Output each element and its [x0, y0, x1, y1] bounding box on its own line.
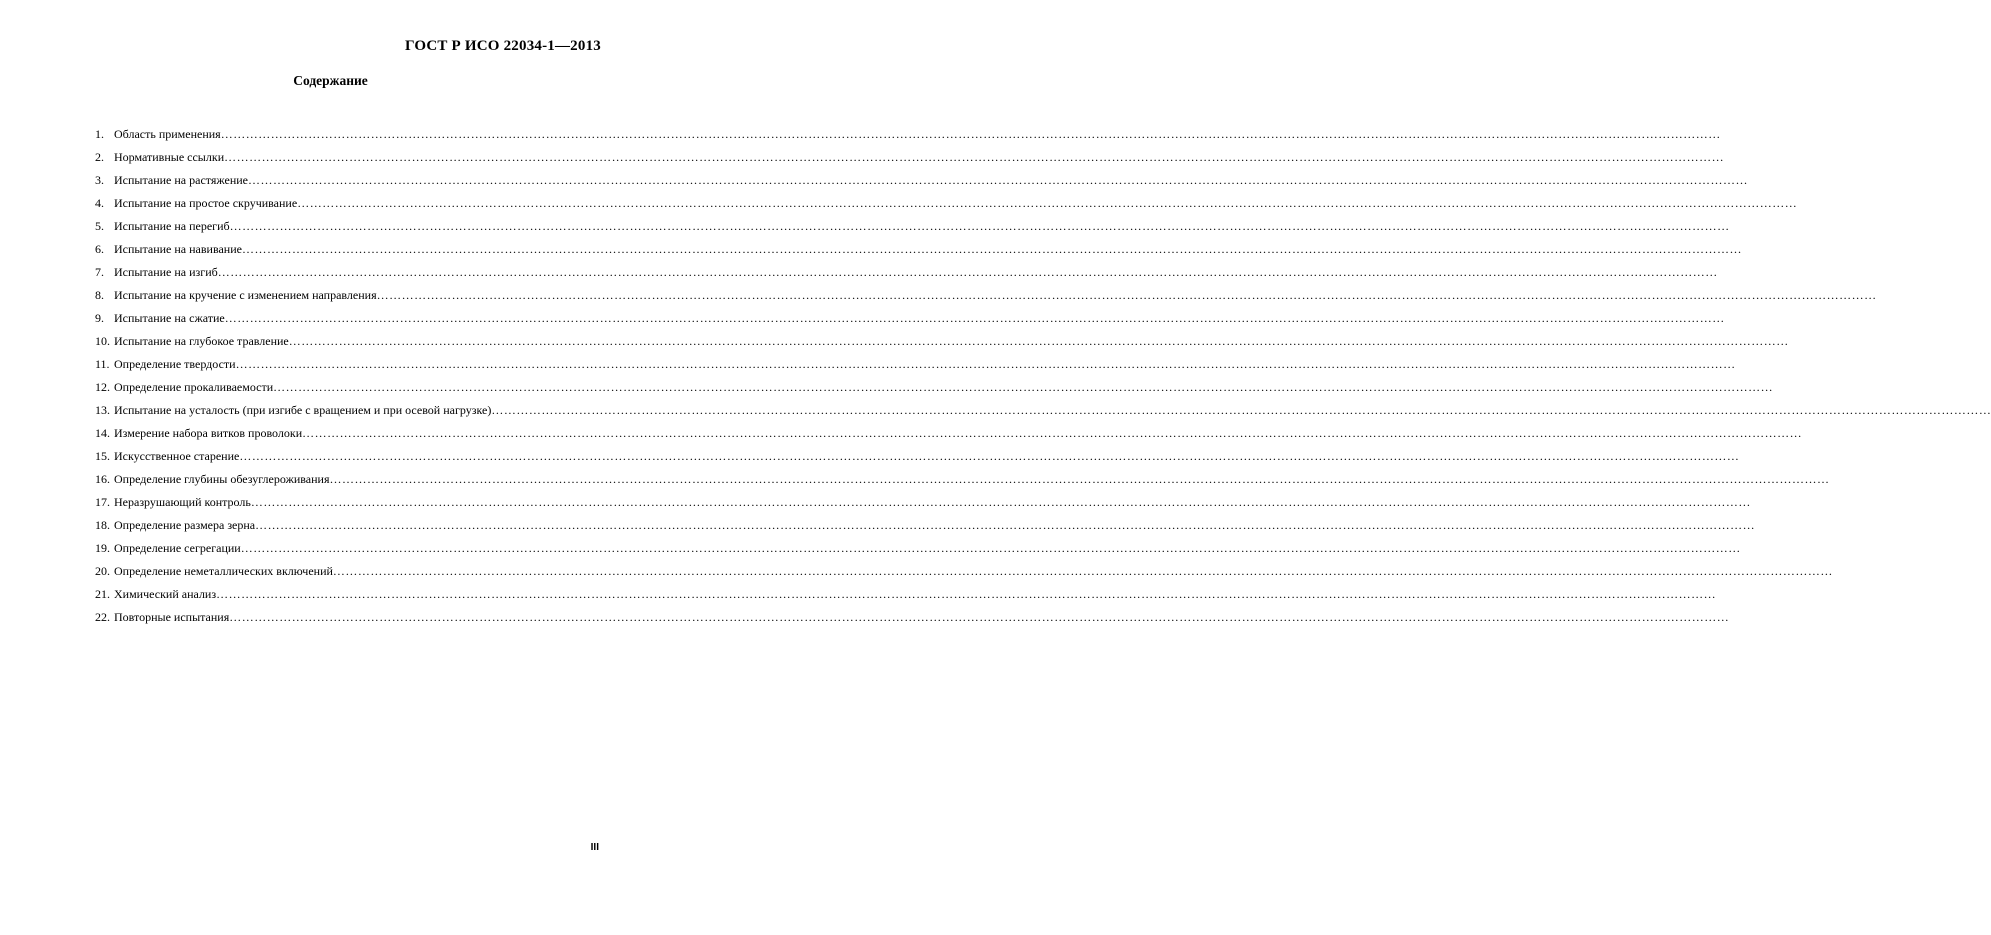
toc-entry-number: 14. [95, 426, 110, 440]
toc-dot-leader: ……………………………………………………………………………………………………………………………………………………………………………………………………………………………………………………………………………………………………………………………… [491, 403, 1991, 417]
toc-entry-number: 18. [95, 518, 110, 532]
toc-entry-number: 13. [95, 403, 110, 417]
toc-entry[interactable] [95, 402, 1991, 425]
toc-entry[interactable] [95, 149, 1725, 172]
toc-entry-number: 3. [95, 173, 104, 187]
toc-dot-leader: ……………………………………………………………………………………………………………………………………………………………………………………………………………………………………………………………………………………………………………………………… [376, 288, 1877, 302]
toc-entry[interactable] [95, 448, 1740, 471]
toc-entry-title: Испытание на простое скручивание [114, 196, 298, 210]
toc-entry-number: 7. [95, 265, 104, 279]
toc-dot-leader: ……………………………………………………………………………………………………………………………………………………………………………………………………………………………………………………………………………………………………………………………… [302, 426, 1803, 440]
toc-entry-number: 8. [95, 288, 104, 302]
toc-entry-number: 12. [95, 380, 110, 394]
toc-entry-number: 20. [95, 564, 110, 578]
toc-entry-title: Искусственное старение [114, 449, 240, 463]
toc-dot-leader: ……………………………………………………………………………………………………………………………………………………………………………………………………………………………………………………………………………………………………………………………… [229, 610, 1730, 624]
toc-entry-number: 1. [95, 127, 104, 141]
toc-entry-number: 4. [95, 196, 104, 210]
toc-entry-number: 16. [95, 472, 110, 486]
toc-entry[interactable] [95, 609, 1730, 632]
toc-entry[interactable] [95, 540, 1741, 563]
toc-entry-number: 19. [95, 541, 110, 555]
toc-entry-title: Испытание на кручение с изменением направления [114, 288, 377, 302]
toc-dot-leader: ……………………………………………………………………………………………………………………………………………………………………………………………………………………………………………………………………………………………………………………………… [240, 541, 1741, 555]
toc-title: Содержание [293, 73, 368, 88]
toc-entry-number: 22. [95, 610, 110, 624]
toc-entry-title: Определение размера зерна [114, 518, 256, 532]
toc-entry-number: 2. [95, 150, 104, 164]
toc-entry[interactable] [95, 310, 1725, 333]
toc-entry-title: Определение неметаллических включений [114, 564, 333, 578]
toc-entry-title: Испытание на перегиб [114, 219, 230, 233]
toc-entry-number: 10. [95, 334, 110, 348]
toc-entry-title: Испытание на растяжение [114, 173, 248, 187]
toc-entry-title: Неразрушающий контроль [114, 495, 251, 509]
toc-entry[interactable] [95, 126, 1721, 149]
toc-entry[interactable] [95, 356, 1736, 379]
toc-entry-title: Определение прокаливаемости [114, 380, 274, 394]
toc-entry-title: Химический анализ [114, 587, 217, 601]
toc-entry-title: Определение глубины обезуглероживания [114, 472, 330, 486]
toc-entry[interactable] [95, 172, 1748, 195]
page-number: III [590, 842, 599, 853]
toc-dot-leader: ……………………………………………………………………………………………………………………………………………………………………………………………………………………………………………………………………………………………………………………………… [217, 265, 1718, 279]
toc-dot-leader: ……………………………………………………………………………………………………………………………………………………………………………………………………………………………………………………………………………………………………………………………… [220, 127, 1721, 141]
toc-dot-leader: ……………………………………………………………………………………………………………………………………………………………………………………………………………………………………………………………………………………………………………………………… [255, 518, 1756, 532]
toc-entry-number: 15. [95, 449, 110, 463]
toc-dot-leader: ……………………………………………………………………………………………………………………………………………………………………………………………………………………………………………………………………………………………………………………………… [297, 196, 1798, 210]
toc-entry[interactable] [95, 586, 1717, 609]
toc-entry-title: Область применения [114, 127, 221, 141]
toc-entry-number: 11. [95, 357, 110, 371]
toc-entry-title: Испытание на усталость (при изгибе с вращением и при осевой нагрузке) [114, 403, 492, 417]
toc-dot-leader: ……………………………………………………………………………………………………………………………………………………………………………………………………………………………………………………………………………………………………………………………… [288, 334, 1789, 348]
toc-entry[interactable] [95, 494, 1751, 517]
toc-entry[interactable] [95, 471, 1830, 494]
toc-dot-leader: ……………………………………………………………………………………………………………………………………………………………………………………………………………………………………………………………………………………………………………………………… [229, 219, 1730, 233]
toc-dot-leader: ……………………………………………………………………………………………………………………………………………………………………………………………………………………………………………………………………………………………………………………………… [248, 173, 1748, 187]
toc-entry-number: 9. [95, 311, 104, 325]
toc-dot-leader: ……………………………………………………………………………………………………………………………………………………………………………………………………………………………………………………………………………………………………………………………… [224, 311, 1725, 325]
toc-dot-leader: ……………………………………………………………………………………………………………………………………………………………………………………………………………………………………………………………………………………………………………………………… [273, 380, 1774, 394]
toc-dot-leader: ……………………………………………………………………………………………………………………………………………………………………………………………………………………………………………………………………………………………………………………………… [239, 449, 1740, 463]
toc-dot-leader: ……………………………………………………………………………………………………………………………………………………………………………………………………………………………………………………………………………………………………………………………… [216, 587, 1717, 601]
table-of-contents [95, 126, 1991, 632]
toc-entry-title: Испытание на навивание [114, 242, 242, 256]
toc-entry-title: Измерение набора витков проволоки [114, 426, 303, 440]
toc-entry[interactable] [95, 425, 1803, 448]
toc-entry-number: 17. [95, 495, 110, 509]
toc-dot-leader: ……………………………………………………………………………………………………………………………………………………………………………………………………………………………………………………………………………………………………………………………… [224, 150, 1725, 164]
document-standard-code: ГОСТ Р ИСО 22034-1—2013 [404, 38, 601, 54]
toc-entry[interactable] [95, 517, 1756, 540]
toc-entry-title: Повторные испытания [114, 610, 230, 624]
toc-dot-leader: ……………………………………………………………………………………………………………………………………………………………………………………………………………………………………………………………………………………………………………………………… [235, 357, 1736, 371]
toc-entry[interactable] [95, 218, 1730, 241]
toc-entry-title: Испытание на глубокое травление [114, 334, 289, 348]
toc-entry[interactable] [95, 563, 1833, 586]
toc-entry-title: Испытание на изгиб [114, 265, 218, 279]
toc-entry-number: 21. [95, 587, 110, 601]
toc-entry-number: 5. [95, 219, 104, 233]
toc-dot-leader: ……………………………………………………………………………………………………………………………………………………………………………………………………………………………………………………………………………………………………………………………… [250, 495, 1751, 509]
toc-dot-leader: ……………………………………………………………………………………………………………………………………………………………………………………………………………………………………………………………………………………………………………………………… [329, 472, 1830, 486]
toc-entry-title: Испытание на сжатие [114, 311, 225, 325]
toc-entry[interactable] [95, 287, 1877, 310]
toc-entry[interactable] [95, 195, 1798, 218]
toc-dot-leader: ……………………………………………………………………………………………………………………………………………………………………………………………………………………………………………………………………………………………………………………………… [241, 242, 1742, 256]
toc-entry-title: Определение твердости [114, 357, 236, 371]
toc-entry-number: 6. [95, 242, 104, 256]
toc-entry[interactable] [95, 264, 1718, 287]
toc-entry-title: Определение сегрегации [114, 541, 241, 555]
toc-entry[interactable] [95, 379, 1774, 402]
toc-entry-title: Нормативные ссылки [114, 150, 225, 164]
toc-entry[interactable] [95, 333, 1789, 356]
toc-entry[interactable] [95, 241, 1742, 264]
toc-dot-leader: ……………………………………………………………………………………………………………………………………………………………………………………………………………………………………………………………………………………………………………………………… [332, 564, 1833, 578]
